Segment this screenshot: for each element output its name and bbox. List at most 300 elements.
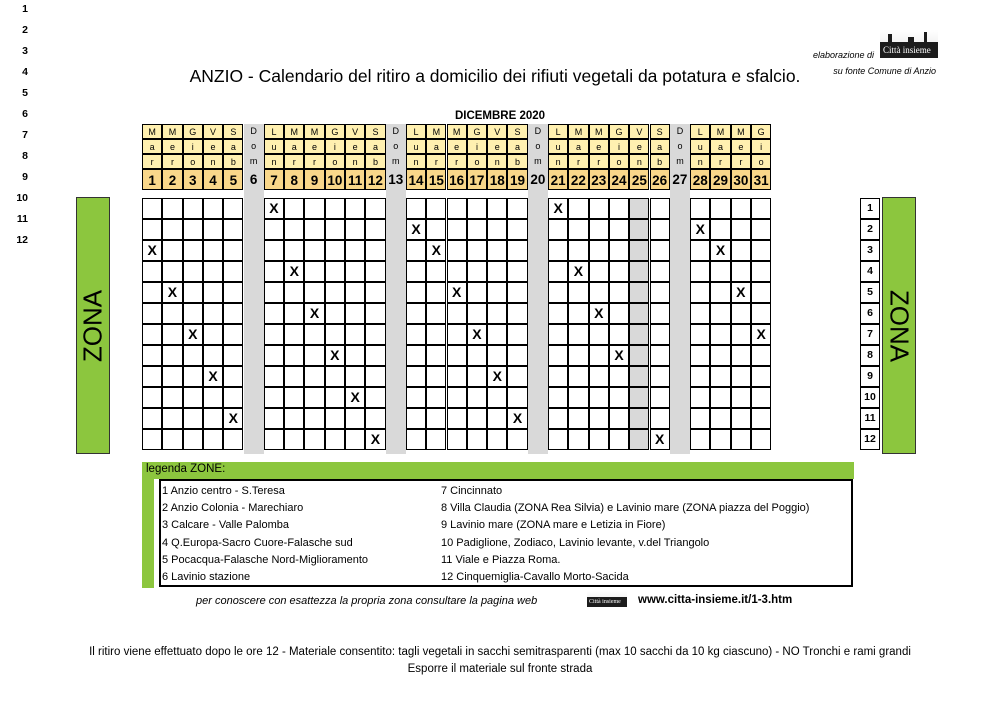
calendar-cell	[264, 408, 284, 429]
day-header-letter: n	[690, 154, 710, 169]
day-header-letter: u	[690, 139, 710, 154]
collection-mark: X	[142, 240, 162, 261]
calendar-cell	[629, 324, 649, 345]
zone-bar-left	[76, 197, 110, 454]
day-number: 22	[568, 169, 588, 190]
calendar-cell	[345, 429, 365, 450]
day-number: 11	[345, 169, 365, 190]
calendar-cell	[710, 282, 730, 303]
calendar-cell	[751, 240, 771, 261]
zone-number-left: 7	[22, 129, 28, 141]
calendar-cell	[162, 387, 182, 408]
calendar-cell	[609, 219, 629, 240]
calendar-cell	[690, 282, 710, 303]
day-number: 14	[406, 169, 426, 190]
calendar-cell	[345, 345, 365, 366]
calendar-cell	[203, 324, 223, 345]
calendar-cell	[731, 408, 751, 429]
calendar-cell	[264, 345, 284, 366]
collection-mark: X	[609, 345, 629, 366]
calendar-cell	[507, 240, 527, 261]
calendar-cell	[325, 198, 345, 219]
day-header-letter: e	[162, 139, 182, 154]
calendar-cell	[447, 324, 467, 345]
zone-bar-right	[882, 197, 916, 454]
day-header-letter: a	[710, 139, 730, 154]
calendar-cell	[568, 240, 588, 261]
day-header-letter: L	[548, 124, 568, 139]
day-header-letter: r	[304, 154, 324, 169]
day-header-letter: o	[325, 154, 345, 169]
day-header-letter: n	[203, 154, 223, 169]
calendar-cell	[304, 324, 324, 345]
calendar-cell	[264, 282, 284, 303]
calendar-cell	[203, 219, 223, 240]
calendar-cell	[183, 366, 203, 387]
day-number: 10	[325, 169, 345, 190]
calendar-cell	[650, 324, 670, 345]
day-header-letter: a	[223, 139, 243, 154]
day-number: 21	[548, 169, 568, 190]
calendar-cell	[710, 429, 730, 450]
collection-mark: X	[487, 366, 507, 387]
calendar-cell	[345, 198, 365, 219]
calendar-cell	[710, 261, 730, 282]
calendar-cell	[325, 303, 345, 324]
day-header-letter: M	[447, 124, 467, 139]
calendar-cell	[609, 324, 629, 345]
day-header-letter: e	[345, 139, 365, 154]
calendar-cell	[710, 387, 730, 408]
calendar-cell	[568, 345, 588, 366]
calendar-cell	[568, 219, 588, 240]
day-header-letter: b	[365, 154, 385, 169]
calendar-cell	[406, 387, 426, 408]
zone-number-right: 7	[860, 324, 880, 345]
calendar-cell	[710, 303, 730, 324]
collection-mark: X	[507, 408, 527, 429]
day-header-letter: u	[548, 139, 568, 154]
zone-number-left: 8	[22, 150, 28, 162]
web-note: per conoscere con esattezza la propria zona consultare la pagina web	[196, 595, 538, 607]
citta-insieme-logo-small	[587, 591, 627, 607]
footer-line-2: Esporre il materiale sul fronte strada	[407, 663, 593, 675]
day-header-letter: G	[467, 124, 487, 139]
calendar-cell	[589, 282, 609, 303]
day-header-letter: a	[284, 139, 304, 154]
day-header-letter: M	[426, 124, 446, 139]
calendar-cell	[507, 366, 527, 387]
collection-mark: X	[690, 219, 710, 240]
day-header-letter: u	[406, 139, 426, 154]
zone-label-left: ZONA	[77, 289, 108, 362]
day-header-letter: r	[142, 154, 162, 169]
legend-header-bar	[142, 462, 854, 479]
calendar-cell	[609, 303, 629, 324]
calendar-cell	[467, 198, 487, 219]
calendar-cell	[710, 324, 730, 345]
calendar-cell	[162, 261, 182, 282]
day-header-letter: M	[142, 124, 162, 139]
calendar-cell	[406, 345, 426, 366]
day-header-letter: e	[304, 139, 324, 154]
day-number: 4	[203, 169, 223, 190]
page-title: ANZIO - Calendario del ritiro a domicilio dei rifiuti vegetali da potatura e sfalcio.	[189, 66, 801, 86]
day-number: 2	[162, 169, 182, 190]
calendar-cell	[650, 261, 670, 282]
calendar-cell	[731, 198, 751, 219]
day-header-letter: e	[203, 139, 223, 154]
calendar-cell	[345, 408, 365, 429]
calendar-cell	[264, 303, 284, 324]
calendar-cell	[203, 240, 223, 261]
calendar-cell	[589, 324, 609, 345]
calendar-cell	[507, 387, 527, 408]
day-header-letter: o	[609, 154, 629, 169]
calendar-cell	[365, 324, 385, 345]
collection-mark: X	[710, 240, 730, 261]
logo-brand-text-small: Città insieme	[589, 599, 621, 605]
calendar-cell	[609, 366, 629, 387]
day-header-letter: m	[244, 154, 264, 169]
calendar-cell	[447, 198, 467, 219]
calendar-cell	[568, 408, 588, 429]
calendar-cell	[589, 240, 609, 261]
day-header-letter: i	[183, 139, 203, 154]
calendar-cell	[751, 387, 771, 408]
day-header-letter: n	[629, 154, 649, 169]
day-header-letter: a	[507, 139, 527, 154]
calendar-cell	[284, 408, 304, 429]
day-number: 23	[589, 169, 609, 190]
calendar-cell	[162, 408, 182, 429]
calendar-cell	[487, 198, 507, 219]
calendar-cell	[162, 429, 182, 450]
calendar-cell	[203, 429, 223, 450]
calendar-cell	[629, 387, 649, 408]
calendar-cell	[183, 387, 203, 408]
calendar-cell	[284, 198, 304, 219]
day-header-letter: M	[304, 124, 324, 139]
calendar-cell	[731, 324, 751, 345]
calendar-cell	[223, 387, 243, 408]
day-header-letter: e	[589, 139, 609, 154]
day-number: 12	[365, 169, 385, 190]
day-number: 9	[304, 169, 324, 190]
calendar-cell	[650, 303, 670, 324]
calendar-cell	[325, 219, 345, 240]
day-header-letter: o	[386, 139, 406, 154]
calendar-cell	[629, 198, 649, 219]
calendar-cell	[365, 345, 385, 366]
calendar-cell	[264, 387, 284, 408]
day-header-letter: r	[731, 154, 751, 169]
calendar-cell	[345, 366, 365, 387]
calendar-cell	[690, 324, 710, 345]
calendar-cell	[568, 366, 588, 387]
calendar-cell	[264, 240, 284, 261]
calendar-cell	[406, 408, 426, 429]
calendar-cell	[650, 219, 670, 240]
calendar-cell	[447, 366, 467, 387]
calendar-cell	[731, 387, 751, 408]
day-number: 19	[507, 169, 527, 190]
day-number: 16	[447, 169, 467, 190]
day-header-letter: e	[447, 139, 467, 154]
calendar-cell	[426, 324, 446, 345]
day-number: 17	[467, 169, 487, 190]
day-header-letter: S	[650, 124, 670, 139]
calendar-cell	[203, 198, 223, 219]
day-header-letter: o	[244, 139, 264, 154]
calendar-cell	[629, 261, 649, 282]
day-header-letter: S	[365, 124, 385, 139]
footer-line-1: Il ritiro viene effettuato dopo le ore 12 - Materiale consentito: tagli vegetali in sacchi semitrasparenti (max 10 sacchi da 10 kg ciascuno) - NO Tronchi e rami grandi	[89, 646, 911, 658]
calendar-cell	[365, 366, 385, 387]
calendar-cell	[183, 261, 203, 282]
day-number: 7	[264, 169, 284, 190]
day-header-letter: a	[142, 139, 162, 154]
day-header-letter: L	[406, 124, 426, 139]
calendar-cell	[426, 198, 446, 219]
calendar-cell	[507, 198, 527, 219]
calendar-cell	[304, 282, 324, 303]
calendar-cell	[650, 387, 670, 408]
zone-number-right: 4	[860, 261, 880, 282]
legend-zone-item: 10 Padiglione, Zodiaco, Lavinio levante, v.del Triangolo	[441, 536, 710, 549]
legend-zone-item: 6 Lavinio stazione	[162, 571, 251, 583]
zone-number-left: 1	[22, 3, 28, 15]
calendar-cell	[568, 324, 588, 345]
calendar-cell	[589, 366, 609, 387]
calendar-cell	[487, 429, 507, 450]
calendar-cell	[365, 303, 385, 324]
calendar-cell	[609, 429, 629, 450]
day-header-letter: a	[650, 139, 670, 154]
calendar-cell	[304, 198, 324, 219]
calendar-cell	[325, 324, 345, 345]
calendar-cell	[568, 387, 588, 408]
day-number: 5	[223, 169, 243, 190]
calendar-cell	[751, 408, 771, 429]
web-url-link[interactable]: www.citta-insieme.it/1-3.htm	[638, 594, 793, 606]
calendar-cell	[467, 282, 487, 303]
collection-mark: X	[223, 408, 243, 429]
day-header-letter: V	[345, 124, 365, 139]
zone-label-right: ZONA	[884, 289, 915, 362]
day-number: 15	[426, 169, 446, 190]
day-header-letter: L	[690, 124, 710, 139]
calendar-cell	[203, 261, 223, 282]
calendar-cell	[426, 387, 446, 408]
day-header-letter: D	[670, 124, 690, 139]
calendar-cell	[325, 408, 345, 429]
calendar-cell	[406, 240, 426, 261]
calendar-cell	[203, 282, 223, 303]
calendar-cell	[589, 408, 609, 429]
calendar-cell	[426, 303, 446, 324]
day-header-letter: r	[447, 154, 467, 169]
day-header-letter: a	[426, 139, 446, 154]
calendar-cell	[447, 261, 467, 282]
calendar-cell	[731, 240, 751, 261]
day-header-letter: e	[629, 139, 649, 154]
collection-mark: X	[304, 303, 324, 324]
calendar-cell	[406, 366, 426, 387]
zone-number-left: 5	[22, 87, 28, 99]
calendar-cell	[609, 261, 629, 282]
calendar-cell	[406, 282, 426, 303]
calendar-cell	[345, 303, 365, 324]
day-header-letter: i	[467, 139, 487, 154]
legend-zone-item: 1 Anzio centro - S.Teresa	[162, 485, 285, 497]
day-header-letter: r	[710, 154, 730, 169]
calendar-cell	[203, 408, 223, 429]
day-header-letter: n	[487, 154, 507, 169]
calendar-cell	[548, 219, 568, 240]
calendar-cell	[304, 345, 324, 366]
day-header-letter: b	[507, 154, 527, 169]
calendar-cell	[223, 282, 243, 303]
calendar-cell	[710, 198, 730, 219]
calendar-cell	[284, 282, 304, 303]
calendar-cell	[690, 429, 710, 450]
collection-mark: X	[325, 345, 345, 366]
calendar-cell	[507, 282, 527, 303]
calendar-cell	[609, 387, 629, 408]
day-number: 18	[487, 169, 507, 190]
calendar-cell	[467, 366, 487, 387]
calendar-cell	[568, 303, 588, 324]
collection-mark: X	[203, 366, 223, 387]
zone-number-right: 8	[860, 345, 880, 366]
calendar-cell	[304, 387, 324, 408]
calendar-cell	[203, 303, 223, 324]
calendar-cell	[568, 198, 588, 219]
calendar-cell	[507, 429, 527, 450]
calendar-cell	[162, 345, 182, 366]
legend-zone-item: 8 Villa Claudia (ZONA Rea Silvia) e Lavinio mare (ZONA piazza del Poggio)	[441, 502, 810, 515]
calendar-cell	[284, 429, 304, 450]
calendar-cell	[690, 387, 710, 408]
day-header-letter: M	[162, 124, 182, 139]
day-header-letter: L	[264, 124, 284, 139]
calendar-cell	[548, 240, 568, 261]
day-header-letter: n	[345, 154, 365, 169]
zone-number-right: 6	[860, 303, 880, 324]
calendar-cell	[223, 366, 243, 387]
calendar-cell	[325, 240, 345, 261]
calendar-cell	[365, 240, 385, 261]
calendar-cell	[284, 366, 304, 387]
calendar-cell	[650, 366, 670, 387]
calendar-cell	[507, 324, 527, 345]
collection-mark: X	[731, 282, 751, 303]
day-header-letter: r	[589, 154, 609, 169]
calendar-cell	[162, 198, 182, 219]
day-header-letter: G	[183, 124, 203, 139]
legend-zone-item: 2 Anzio Colonia - Marechiaro	[162, 502, 304, 515]
calendar-cell	[406, 303, 426, 324]
day-header-letter: r	[568, 154, 588, 169]
day-number: 1	[142, 169, 162, 190]
calendar-cell	[629, 240, 649, 261]
calendar-cell	[487, 324, 507, 345]
calendar-cell	[345, 261, 365, 282]
calendar-cell	[507, 303, 527, 324]
calendar-cell	[325, 261, 345, 282]
day-number: 31	[751, 169, 771, 190]
calendar-cell	[223, 198, 243, 219]
day-header-letter: o	[751, 154, 771, 169]
calendar-cell	[629, 282, 649, 303]
collection-mark: X	[589, 303, 609, 324]
calendar-cell	[223, 324, 243, 345]
month-label: DICEMBRE 2020	[454, 110, 546, 122]
calendar-cell	[731, 261, 751, 282]
calendar-cell	[609, 408, 629, 429]
zone-number-left: 12	[16, 234, 28, 246]
calendar-cell	[710, 408, 730, 429]
legend-zone-item: 7 Cincinnato	[441, 485, 503, 497]
day-header-letter: a	[568, 139, 588, 154]
calendar-cell	[284, 324, 304, 345]
calendar-cell	[223, 219, 243, 240]
day-header-letter: V	[629, 124, 649, 139]
calendar-cell	[304, 429, 324, 450]
day-header-letter: G	[609, 124, 629, 139]
day-number: 24	[609, 169, 629, 190]
calendar-cell	[162, 366, 182, 387]
zone-number-right: 1	[860, 198, 880, 219]
calendar-cell	[264, 429, 284, 450]
day-header-letter: i	[609, 139, 629, 154]
calendar-cell	[589, 345, 609, 366]
calendar-cell	[406, 198, 426, 219]
collection-mark: X	[162, 282, 182, 303]
day-header-letter: M	[589, 124, 609, 139]
calendar-cell	[183, 240, 203, 261]
day-header-letter: V	[487, 124, 507, 139]
calendar-cell	[162, 240, 182, 261]
calendar-cell	[589, 261, 609, 282]
day-header-letter: r	[426, 154, 446, 169]
day-header-letter: e	[487, 139, 507, 154]
calendar-cell	[183, 303, 203, 324]
calendar-cell	[751, 429, 771, 450]
calendar-cell	[447, 429, 467, 450]
calendar-cell	[142, 219, 162, 240]
calendar-cell	[142, 429, 162, 450]
calendar-cell	[751, 198, 771, 219]
day-number: 26	[650, 169, 670, 190]
zone-number-right: 3	[860, 240, 880, 261]
calendar-cell	[487, 219, 507, 240]
day-header-letter: u	[264, 139, 284, 154]
day-number: 6	[244, 169, 264, 190]
calendar-cell	[487, 345, 507, 366]
calendar-cell	[690, 261, 710, 282]
calendar-cell	[629, 345, 649, 366]
calendar-cell	[284, 345, 304, 366]
zone-number-left: 11	[16, 213, 28, 225]
calendar-cell	[548, 366, 568, 387]
day-header-letter: a	[365, 139, 385, 154]
calendar-cell	[487, 240, 507, 261]
calendar-cell	[304, 261, 324, 282]
day-header-letter: m	[528, 154, 548, 169]
calendar-cell	[690, 240, 710, 261]
